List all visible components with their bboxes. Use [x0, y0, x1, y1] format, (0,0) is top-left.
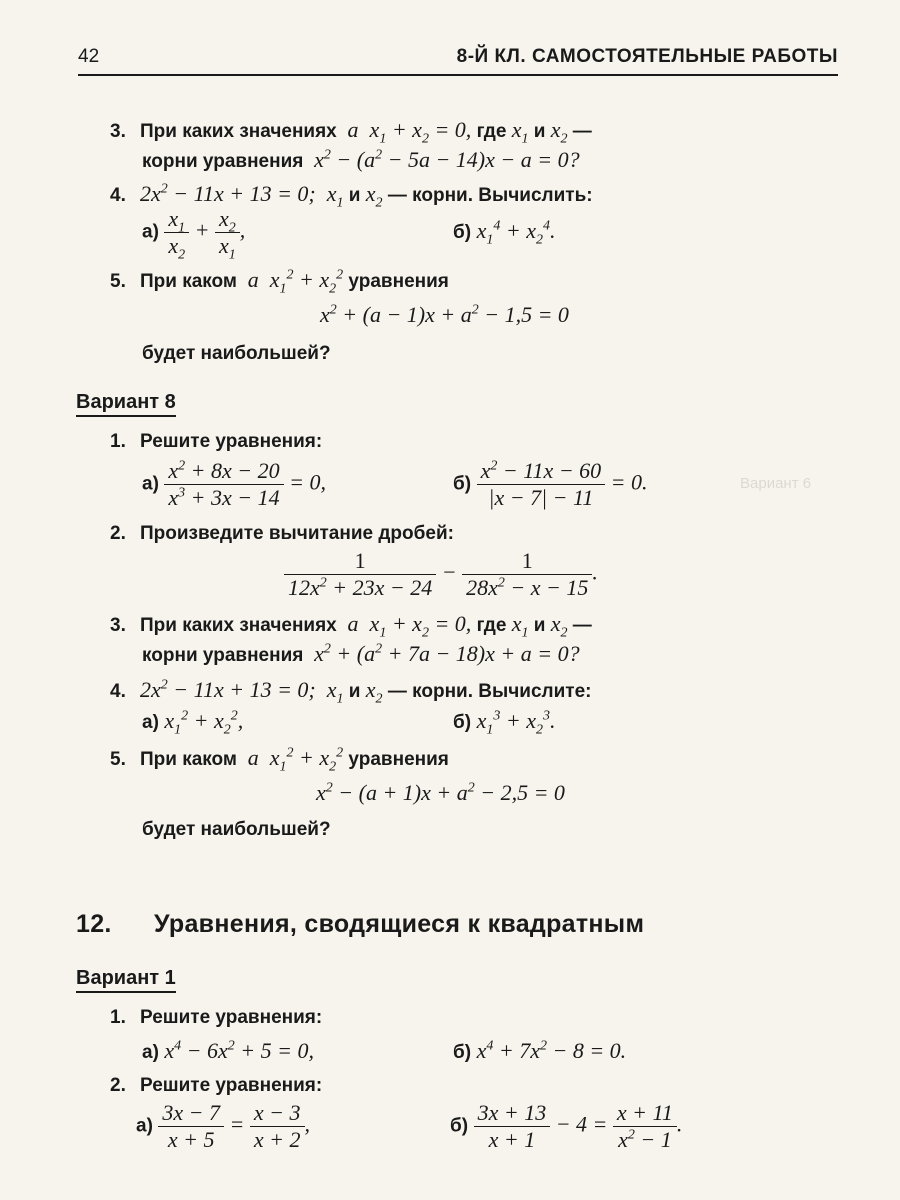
- v1-problem-1: 1. Решите уравнения:: [110, 1007, 323, 1028]
- v8-problem-2-expression: $\frac{1}{12x^2 + 23x - 24}$ − $\frac{1}{28x^2 - x - 15}$ .: [284, 548, 598, 601]
- v8-problem-5: 5. При каком a $x_1^2 + x_2^2$ уравнения: [110, 745, 449, 775]
- running-title: 8-Й КЛ. САМОСТОЯТЕЛЬНЫЕ РАБОТЫ: [456, 46, 838, 67]
- v1-problem-1-a: а) $x^4 - 6x^2 + 5 = 0$,: [142, 1038, 314, 1063]
- page-number: 42: [78, 46, 100, 67]
- problem-5-top: 5. При каком a $x_1^2 + x_2^2$ уравнения: [110, 267, 449, 297]
- v1-problem-1-b: б) $x^4 + 7x^2 - 8 = 0$.: [453, 1038, 627, 1063]
- variant-8-title: Вариант 8: [76, 390, 176, 417]
- bleed-through-text: Вариант 6: [740, 475, 812, 492]
- section-title: 12. Уравнения, сводящиеся к квадратным: [76, 910, 645, 938]
- problem-5-top-equation: $x^2 + (a - 1)x + a^2 - 1,5 = 0$: [320, 302, 569, 327]
- problem-4-top-b: б) $x_1^4 + x_2^4$.: [453, 218, 556, 248]
- problem-3-top-line2: корни уравнения $x^2 - (a^2 - 5a - 14)x - a = 0$?: [142, 147, 580, 172]
- v8-problem-5-line3: будет наибольшей?: [142, 819, 331, 840]
- page-header: [78, 44, 838, 76]
- v8-problem-3-line2: корни уравнения $x^2 + (a^2 + 7a - 18)x + a = 0$?: [142, 641, 580, 666]
- v8-problem-2: 2. Произведите вычитание дробей:: [110, 523, 454, 544]
- v1-problem-2-a: а) $\frac{3x - 7}{x + 5}$ = $\frac{x - 3}{x + 2}$ ,: [136, 1100, 311, 1152]
- problem-5-top-line3: будет наибольшей?: [142, 343, 331, 364]
- v8-problem-4: 4. $2x^2 - 11x + 13 = 0$; $x_1$ и $x_2$ — корни. Вычислите:: [110, 677, 592, 707]
- v1-problem-2-b: б) $\frac{3x + 13}{x + 1}$ − 4 = $\frac{x + 11}{x^2 - 1}$ .: [450, 1100, 683, 1152]
- v8-problem-3: 3. При каких значениях a $x_1 + x_2 = 0$, где $x_1$ и $x_2$ —: [110, 611, 592, 641]
- problem-4-top-parts: а) $\frac{x_1}{x_2}$ + $\frac{x_2}{x_1}$ ,: [142, 206, 246, 263]
- v8-problem-1-a: а) $\frac{x^2 + 8x - 20}{x^3 + 3x - 14}$ = 0,: [142, 458, 326, 510]
- v8-problem-1: 1. Решите уравнения:: [110, 431, 323, 452]
- v8-problem-1-b: б) $\frac{x^2 - 11x - 60}{|x - 7| - 11}$ = 0.: [453, 458, 648, 510]
- problem-3-top: 3. При каких значениях a $x_1 + x_2 = 0$, где $x_1$ и $x_2$ —: [110, 117, 592, 147]
- v8-problem-4-a: а) $x_1^2 + x_2^2$,: [142, 708, 244, 738]
- v8-problem-4-b: б) $x_1^3 + x_2^3$.: [453, 708, 556, 738]
- v8-problem-5-equation: $x^2 - (a + 1)x + a^2 - 2,5 = 0$: [316, 780, 565, 805]
- v1-problem-2: 2. Решите уравнения:: [110, 1075, 323, 1096]
- variant-1-title: Вариант 1: [76, 966, 176, 993]
- problem-4-top: 4. $2x^2 - 11x + 13 = 0$; $x_1$ и $x_2$ — корни. Вычислить:: [110, 181, 593, 211]
